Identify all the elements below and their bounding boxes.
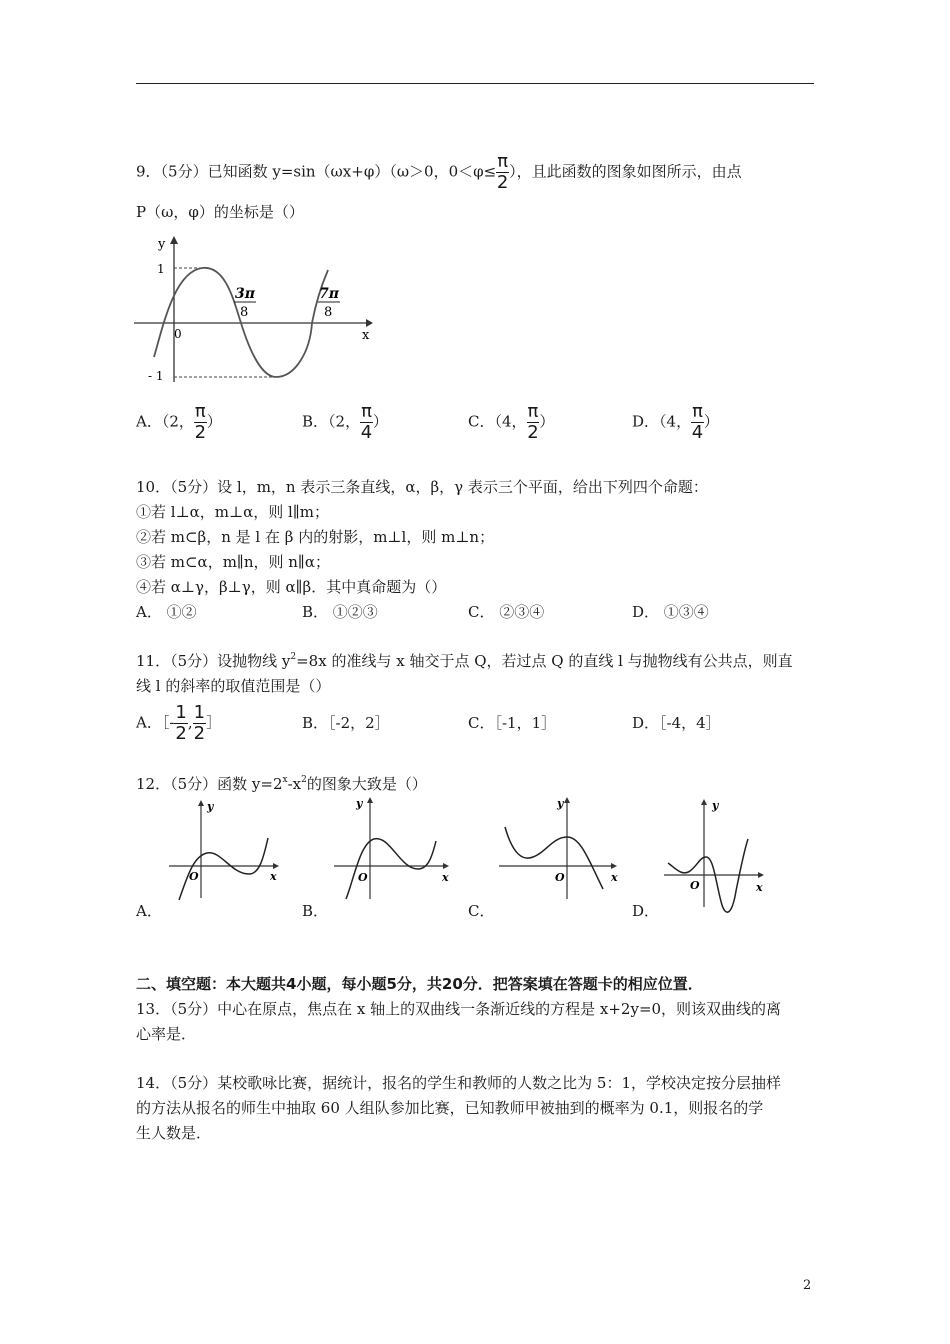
q14-line1: 14．（5分）某校歌咏比赛，据统计，报名的学生和教师的人数之比为 5：1，学校决定按分层抽样: [136, 1074, 781, 1092]
q9-x1-num: 3π: [235, 286, 255, 302]
svg-text:x: x: [756, 881, 763, 894]
q9-option-b[interactable]: B．（2， $\frac{\pi}{4}$ ）: [302, 401, 388, 443]
q9-text-b: ），且此函数的图象如图所示，由点: [509, 162, 742, 181]
svg-text:y: y: [557, 797, 564, 810]
q9-x1-den: 8: [240, 305, 249, 320]
q9-x-label: x: [362, 328, 370, 343]
q12-option-d[interactable]: D．: [632, 902, 660, 920]
q10-option-a[interactable]: A． ①②: [136, 603, 197, 621]
q9-line1: [136, 152, 742, 193]
q12-graph-c: [495, 795, 625, 903]
q11-line2: 线 l 的斜率的取值范围是（）: [136, 677, 331, 695]
q10-proposition-2: ②若 m⊂β，n 是 l 在 β 内的射影，m⊥l，则 m⊥n；: [136, 528, 495, 546]
q9-sine-graph: [130, 232, 375, 387]
svg-text:x: x: [611, 871, 618, 884]
q9-tick-1: 1: [157, 262, 165, 276]
svg-text:O: O: [189, 870, 199, 883]
q12-option-c[interactable]: C．: [468, 902, 495, 920]
q14-line2: 的方法从报名的师生中抽取 60 人组队参加比赛，已知教师甲被抽到的概率为 0.1，则报名的学: [136, 1099, 764, 1117]
q11-option-b[interactable]: B．［-2，2］: [302, 714, 390, 732]
q11-option-c[interactable]: C．［-1，1］: [468, 714, 557, 732]
q11-line1: 11．（5分）设抛物线 $y^2=8x$ 的准线与 x 轴交于点 Q，若过点 Q 的直线 l 与抛物线有公共点，则直: [136, 652, 793, 670]
svg-text:y: y: [356, 797, 363, 810]
q9-y-label: y: [158, 237, 166, 252]
q10-line1: 10．（5分）设 l，m，n 表示三条直线，α，β，γ 表示三个平面，给出下列四个命题：: [136, 478, 708, 496]
q10-proposition-1: ①若 l⊥α，m⊥α，则 l∥m；: [136, 503, 329, 521]
svg-text:x: x: [442, 871, 449, 884]
svg-text:x: x: [270, 870, 277, 883]
q9-y-arrow: [170, 236, 178, 244]
page-number: 2: [803, 1278, 812, 1293]
q10-option-c[interactable]: C． ②③④: [468, 603, 545, 621]
q10-proposition-3: ③若 m⊂α，m∥n，则 n∥α；: [136, 553, 330, 571]
q9-x2-num: 7π: [319, 286, 339, 302]
svg-text:O: O: [358, 871, 368, 884]
q9-x-arrow: [366, 319, 373, 327]
q13-line1: 13．（5分）中心在原点，焦点在 x 轴上的双曲线一条渐近线的方程是 x+2y=0，则该双曲线的离: [136, 1000, 782, 1018]
q9-line2: P（ω，φ）的坐标是（）: [136, 203, 304, 221]
q9-option-c[interactable]: C．（4， $\frac{\pi}{2}$ ）: [468, 401, 555, 443]
q14-line3: 生人数是．: [136, 1124, 212, 1142]
q12-graph-a: [165, 798, 285, 903]
q12-option-b[interactable]: B．: [302, 902, 329, 920]
svg-text:O: O: [555, 871, 565, 884]
q9-tick-neg1: - 1: [148, 369, 164, 383]
q13-line2: 心率是．: [136, 1025, 197, 1043]
q9-origin-label: 0: [174, 327, 182, 341]
svg-text:y: y: [207, 800, 214, 813]
q9-fraction: $\frac{\pi}{2}$: [496, 151, 509, 193]
q12-graph-b: [330, 795, 455, 903]
q9-text-a: 9．（5分）已知函数 y=sin（ωx+φ）（ω＞0，0＜φ≤: [136, 162, 497, 181]
q10-option-b[interactable]: B． ①②③: [302, 603, 378, 621]
q11-option-d[interactable]: D．［-4，4］: [632, 714, 721, 732]
svg-text:O: O: [690, 879, 700, 892]
q9-x2-den: 8: [324, 305, 333, 320]
q11-option-a[interactable]: A．［- $\frac{1}{2}$ , $\frac{1}{2}$ ］: [136, 702, 222, 744]
q9-option-d[interactable]: D．（4， $\frac{\pi}{4}$ ）: [632, 401, 719, 443]
q12-option-a[interactable]: A．: [136, 902, 162, 920]
q10-option-d[interactable]: D． ①③④: [632, 603, 709, 621]
q10-proposition-4: ④若 α⊥γ，β⊥γ，则 α∥β．其中真命题为（）: [136, 578, 447, 596]
q9-option-a[interactable]: A．（2， $\frac{\pi}{2}$ ）: [136, 401, 222, 443]
header-rule: [136, 83, 814, 84]
q12-graph-d: [660, 795, 775, 915]
q12-line: 12．（5分）函数 $y=2^x-x^2$的图象大致是（）: [136, 775, 427, 793]
svg-text:y: y: [712, 799, 719, 812]
section2-heading: 二、填空题：本大题共4小题，每小题5分，共20分．把答案填在答题卡的相应位置．: [136, 975, 703, 993]
